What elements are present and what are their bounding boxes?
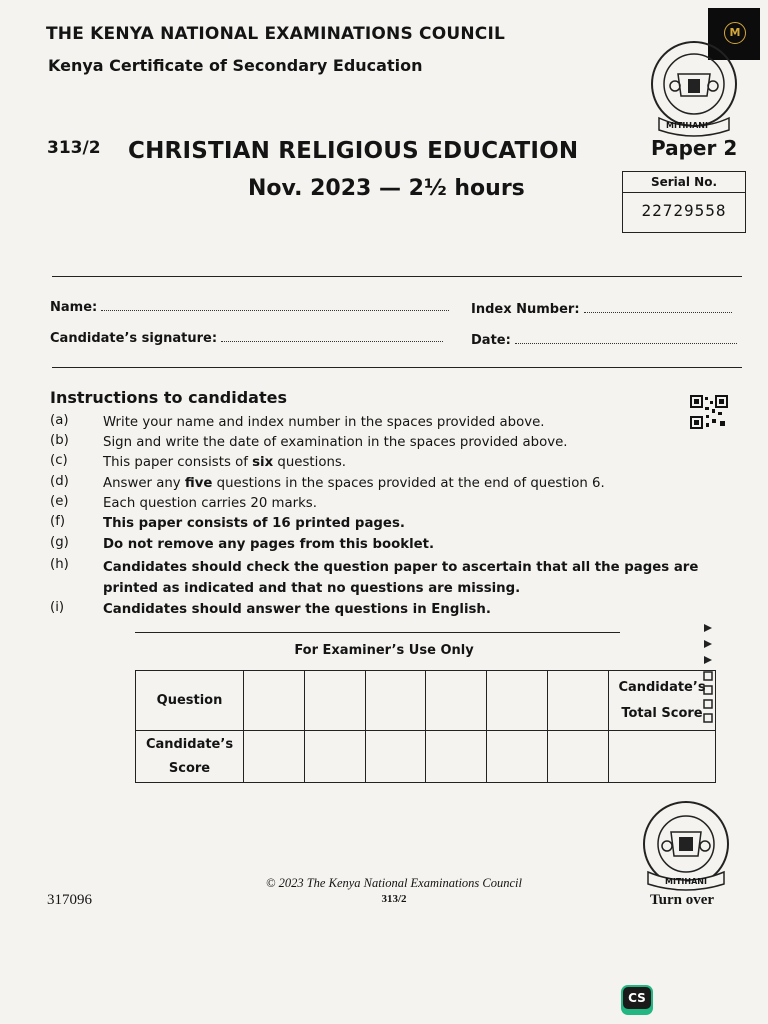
instruction-text: Do not remove any pages from this booklet. [103, 537, 435, 552]
serial-label: Serial No. [623, 172, 745, 193]
paper-code: 313/2 [47, 138, 101, 158]
instruction-emphasis: five [184, 476, 213, 491]
instruction-text: Candidates should answer the questions in English. [103, 602, 491, 617]
score-cell[interactable] [426, 731, 487, 783]
instruction-text-part: questions. [273, 455, 347, 470]
signature-label: Candidate’s signature: [50, 331, 218, 346]
date-label: Date: [471, 333, 511, 348]
fields-divider [52, 367, 742, 368]
footer-paper-code: 313/2 [381, 893, 407, 905]
instruction-text [103, 474, 723, 493]
instruction-key: (d) [50, 474, 69, 489]
name-field[interactable] [50, 300, 449, 315]
name-label: Name: [50, 300, 98, 315]
instruction-key: (c) [50, 453, 68, 468]
instruction-text: Candidates should check the question paper to ascertain that all the pages are printed as indicated and that no questions are missing. [103, 560, 699, 596]
subject-title: CHRISTIAN RELIGIOUS EDUCATION [128, 138, 579, 164]
score-cell[interactable] [366, 671, 426, 731]
instruction-text [103, 453, 723, 472]
qr-code-icon [690, 395, 728, 429]
council-heading: THE KENYA NATIONAL EXAMINATIONS COUNCIL [46, 24, 506, 44]
instructions-title: Instructions to candidates [50, 388, 287, 407]
score-cell[interactable] [548, 671, 609, 731]
serial-number-box [622, 171, 746, 233]
m-logo-letter: M [724, 22, 746, 44]
camscanner-text: CS [623, 987, 651, 1009]
serial-number: 22729558 [641, 201, 727, 220]
instruction-text-part: Answer any [103, 476, 185, 491]
copyright-notice: © 2023 The Kenya National Examinations Council [265, 876, 522, 890]
instruction-text-part: This paper consists of [103, 455, 253, 470]
instruction-key: (i) [50, 600, 65, 615]
index-number-field[interactable] [471, 302, 732, 317]
seal-ribbon-text: MITIHANI [666, 121, 708, 130]
score-cell[interactable] [366, 731, 426, 783]
score-cell[interactable] [305, 731, 366, 783]
examiner-title: For Examiner’s Use Only [294, 643, 474, 658]
instruction-emphasis: six [252, 455, 274, 470]
date-dotted-line [515, 342, 737, 344]
instruction-text: Write your name and index number in the spaces provided above. [103, 415, 545, 430]
footer-print-number: 317096 [47, 892, 92, 908]
instruction-key: (h) [50, 557, 69, 572]
question-header: Question [136, 671, 244, 731]
index-number-label: Index Number: [471, 302, 580, 317]
instruction-key: (f) [50, 514, 66, 529]
instruction-text-part: questions in the spaces provided at the end of question 6. [212, 476, 605, 491]
date-field[interactable] [471, 333, 737, 348]
examiner-divider [135, 632, 620, 633]
name-dotted-line [101, 309, 449, 311]
security-marks-icon [700, 620, 716, 724]
score-cell[interactable] [426, 671, 487, 731]
instruction-key: (b) [50, 433, 69, 448]
score-cell[interactable] [548, 731, 609, 783]
instruction-text: This paper consists of 16 printed pages. [103, 516, 405, 531]
turn-over-label: Turn over [650, 892, 715, 908]
score-cell[interactable] [305, 671, 366, 731]
score-cell[interactable] [244, 671, 305, 731]
total-score-cell[interactable] [609, 731, 716, 783]
score-cell[interactable] [244, 731, 305, 783]
top-divider [52, 276, 742, 277]
score-cell[interactable] [487, 671, 548, 731]
examiner-score-table [135, 670, 716, 783]
signature-field[interactable] [50, 331, 443, 346]
exam-session: Nov. 2023 — 2½ hours [248, 176, 525, 201]
candidate-score-header: Candidate’s Score [136, 731, 244, 783]
index-dotted-line [584, 311, 732, 313]
paper-number: Paper 2 [651, 136, 738, 160]
score-cell[interactable] [487, 731, 548, 783]
certificate-heading: Kenya Certificate of Secondary Education [48, 56, 423, 75]
instruction-key: (e) [50, 494, 69, 509]
camscanner-badge [621, 985, 653, 1015]
instruction-key: (a) [50, 413, 69, 428]
bottom-seal-ribbon: MITIHANI [665, 877, 707, 886]
signature-dotted-line [221, 340, 443, 342]
total-score-header: Candidate’s Total Score [609, 671, 716, 731]
instruction-text: Sign and write the date of examination in the spaces provided above. [103, 435, 568, 450]
instruction-text: Each question carries 20 marks. [103, 496, 317, 511]
instruction-key: (g) [50, 535, 69, 550]
